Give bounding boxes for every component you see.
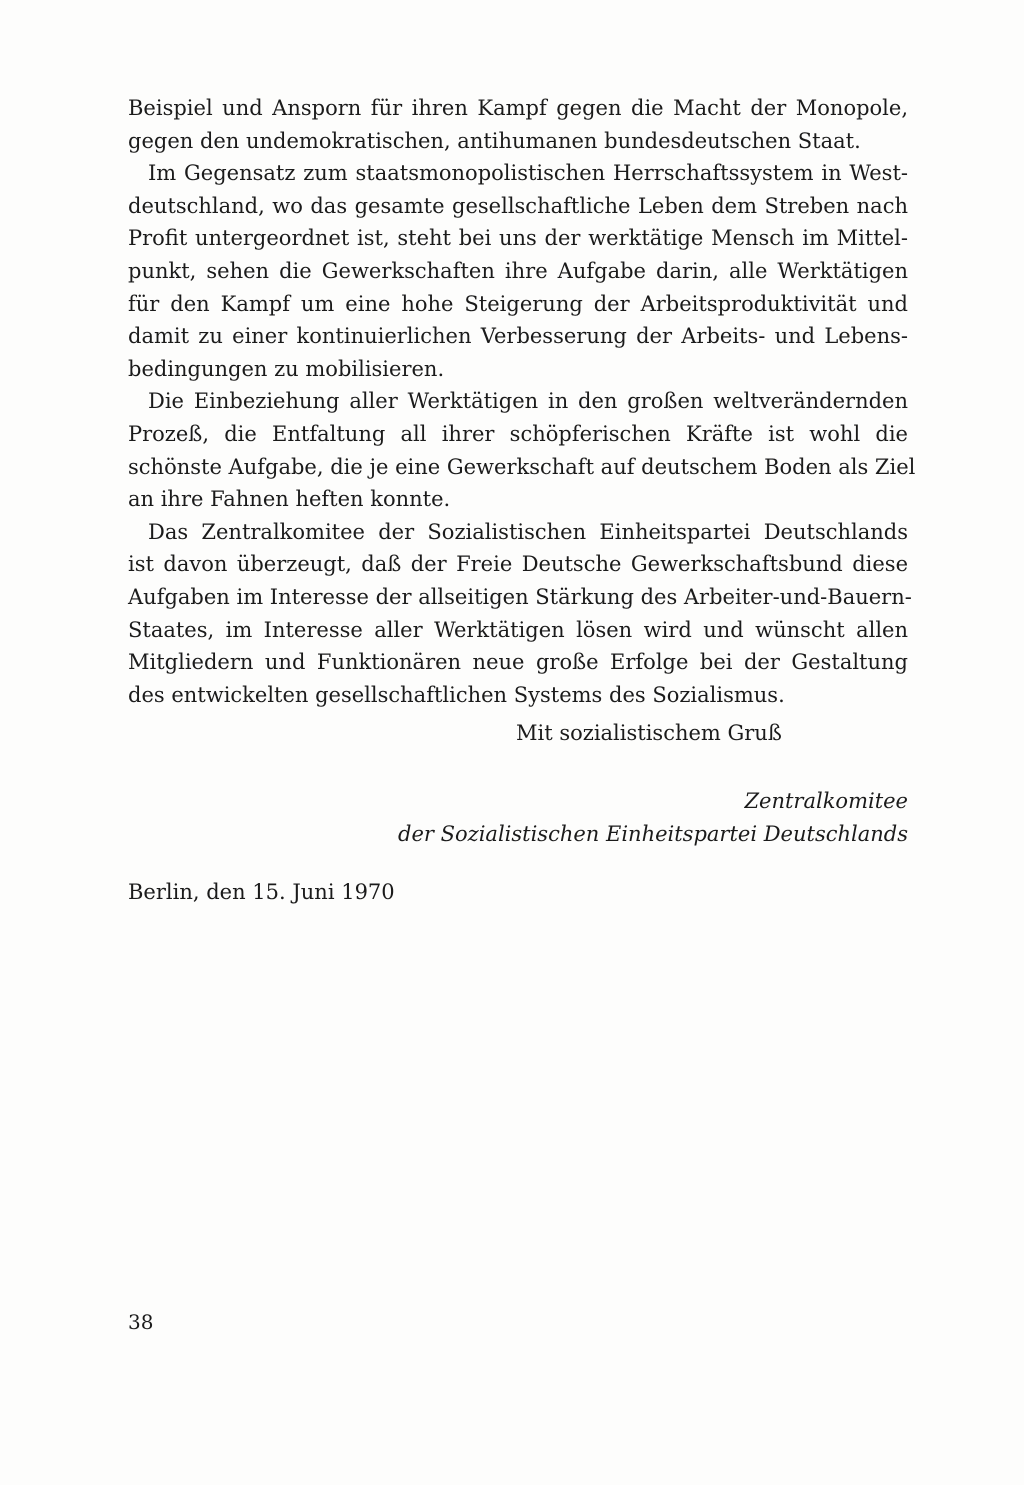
text-line: Im Gegensatz zum staatsmonopolistischen Herrschaftssystem in West- (148, 161, 908, 186)
text-line: punkt, sehen die Gewerkschaften ihre Aufgabe darin, alle Werktätigen (128, 258, 908, 283)
signature-block (398, 785, 908, 851)
text-line: Aufgaben im Interesse der allseitigen Stärkung des Arbeiter-und-Bauern- (128, 584, 912, 609)
page-number: 38 (128, 1310, 154, 1334)
text-line: für den Kampf um eine hohe Steigerung der Arbeitsproduktivität und (128, 291, 908, 316)
text-line: Die Einbeziehung aller Werktätigen in den großen weltverändernden (148, 389, 908, 414)
text-line: Profit untergeordnet ist, steht bei uns der werktätige Mensch im Mittel- (128, 226, 908, 251)
text-line: ist davon überzeugt, daß der Freie Deutsche Gewerkschaftsbund diese (128, 552, 908, 577)
signature-line: der Sozialistischen Einheitspartei Deutschlands (398, 822, 908, 846)
paragraph-2 (128, 157, 908, 385)
text-line: deutschland, wo das gesamte gesellschaftliche Leben dem Streben nach (128, 193, 908, 218)
text-line: schönste Aufgabe, die je eine Gewerkschaft auf deutschem Boden als Ziel (128, 454, 916, 479)
text-line: damit zu einer kontinuierlichen Verbesserung der Arbeits- und Lebens- (128, 324, 908, 349)
place-and-date: Berlin, den 15. Juni 1970 (128, 880, 395, 904)
text-line: Das Zentralkomitee der Sozialistischen Einheitspartei Deutschlands (148, 519, 908, 544)
text-line: an ihre Fahnen heften konnte. (128, 487, 451, 512)
text-line: des entwickelten gesellschaftlichen Systems des Sozialismus. (128, 682, 785, 707)
text-line: Beispiel und Ansporn für ihren Kampf gegen die Macht der Monopole, (128, 96, 908, 120)
paragraph-1 (128, 92, 908, 157)
paragraph-3 (128, 385, 916, 515)
signature-line: Zentralkomitee (744, 789, 908, 813)
paragraph-4 (128, 516, 912, 712)
text-line: gegen den undemokratischen, antihumanen bundesdeutschen Staat. (128, 128, 861, 153)
text-line: Prozeß, die Entfaltung all ihrer schöpferischen Kräfte ist wohl die (128, 421, 908, 446)
text-line: bedingungen zu mobilisieren. (128, 356, 445, 381)
closing-greeting: Mit sozialistischem Gruß (516, 721, 782, 745)
text-line: Mitgliedern und Funktionären neue große Erfolge bei der Gestaltung (128, 650, 908, 675)
text-line: Staates, im Interesse aller Werktätigen lösen wird und wünscht allen (128, 617, 908, 642)
body-text (128, 92, 916, 711)
